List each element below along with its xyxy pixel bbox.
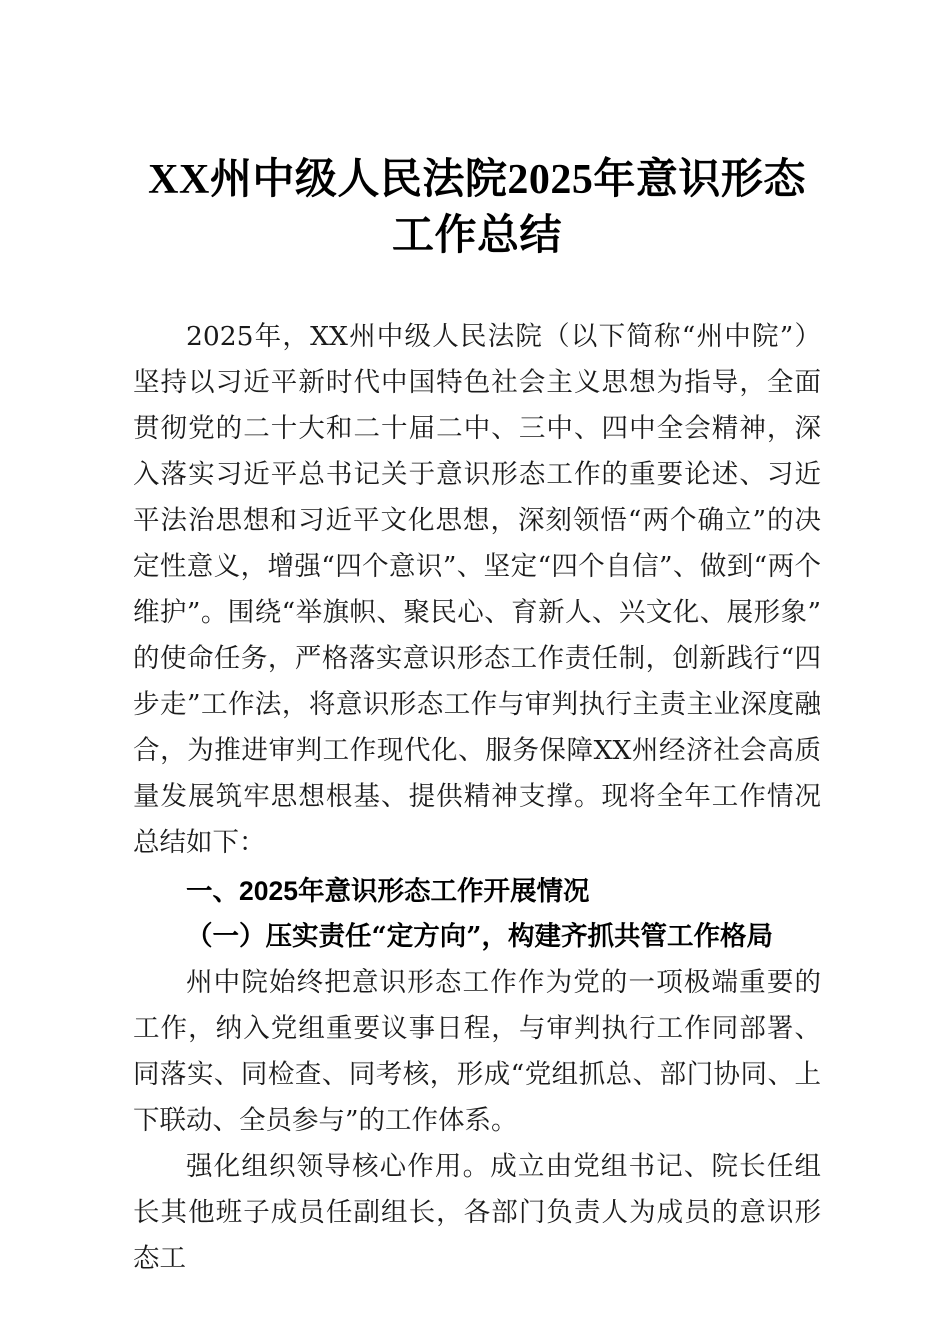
subsection-paragraph-1: 州中院始终把意识形态工作作为党的一项极端重要的工作，纳入党组重要议事日程，与审判执行工作同部署、同落实、同检查、同考核，形成“党组抓总、部门协同、上下联动、全员参与”的工作体系。 — [133, 967, 821, 1136]
subsection-paragraph-2: 强化组织领导核心作用。成立由党组书记、院长任组长其他班子成员任副组长，各部门负责人为成员的意识形态工 — [133, 1151, 821, 1274]
section-heading-1: 一、2025年意识形态工作开展情况 — [186, 876, 590, 906]
document-title: XX州中级人民法院2025年意识形态工作总结 — [148, 157, 806, 259]
subsection-heading-1: （一）压实责任“定方向”，构建齐抓共管工作格局 — [186, 921, 773, 952]
opening-paragraph: 2025年，XX州中级人民法院（以下简称“州中院”）坚持以习近平新时代中国特色社会主义思想为指导，全面贯彻党的二十大和二十届二中、三中、四中全会精神，深入落实习近平总书记关于意识形态工作的重要论述、习近平法治思想和习近平文化思想，深刻领悟“两个确立”的决定性意义，增强“四个意识”、坚定“四个自信”、做到“两个维护”。围绕“举旗帜、聚民心、育新人、兴文化、展形象”的使命任务，严格落实意识形态工作责任制，创新践行“四步走”工作法，将意识形态工作与审判执行主责主业深度融合，为推进审判工作现代化、服务保障XX州经济社会高质量发展筑牢思想根基、提供精神支撑。现将全年工作情况总结如下： — [133, 321, 821, 858]
document-content — [133, 0, 821, 1282]
